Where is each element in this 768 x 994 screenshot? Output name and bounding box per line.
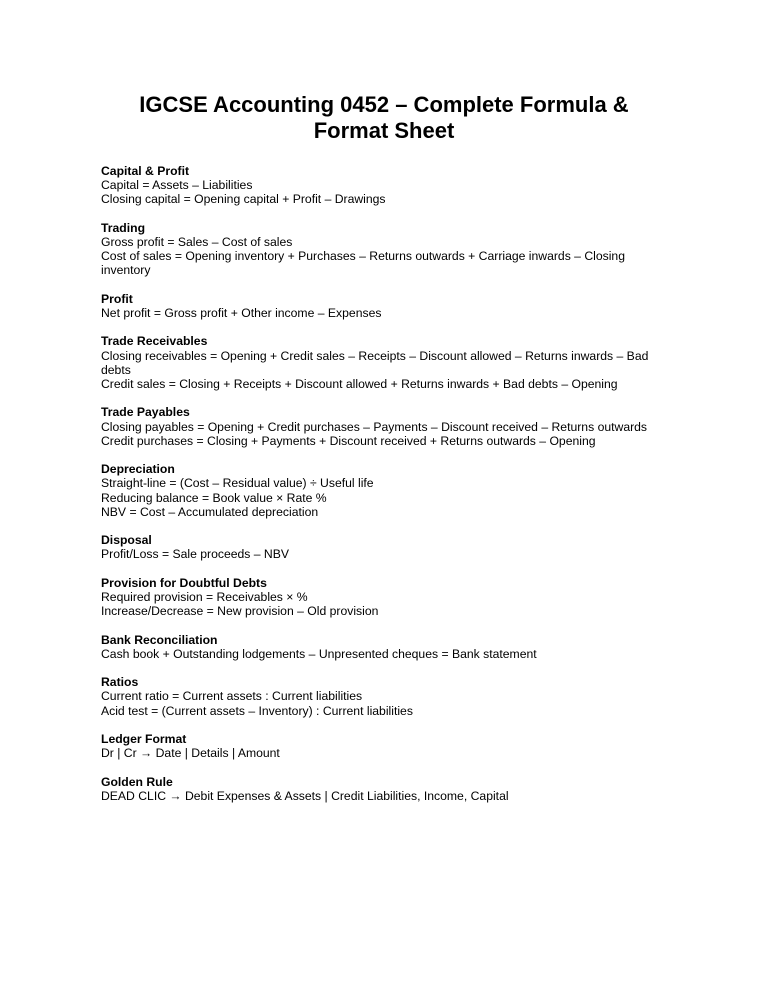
document-title: IGCSE Accounting 0452 – Complete Formula & Format Sheet	[139, 92, 629, 143]
section-ledger-format	[101, 732, 673, 760]
formula-line: Cost of sales = Opening inventory + Purchases – Returns outwards + Carriage inwards – Closing inventory	[101, 249, 625, 278]
section-ratios	[101, 675, 673, 718]
formula-line: Closing payables = Opening + Credit purchases – Payments – Discount received – Returns outwards	[101, 419, 648, 434]
section-heading: Profit	[101, 291, 133, 306]
section-profit	[101, 292, 673, 320]
formula-line: Cash book + Outstanding lodgements – Unpresented cheques = Bank statement	[101, 646, 537, 661]
formula-line: Credit purchases = Closing + Payments + Discount received + Returns outwards – Opening	[101, 433, 596, 448]
section-heading: Bank Reconciliation	[101, 632, 218, 647]
section-heading: Disposal	[101, 533, 152, 548]
section-heading: Provision for Doubtful Debts	[101, 575, 267, 590]
section-bank-reconciliation	[101, 633, 673, 661]
section-golden-rule	[101, 775, 673, 803]
formula-line: Reducing balance = Book value × Rate %	[101, 490, 327, 505]
formula-content	[101, 164, 673, 817]
formula-line: Acid test = (Current assets – Inventory) : Current liabilities	[101, 703, 413, 718]
section-disposal	[101, 533, 673, 561]
section-heading: Golden Rule	[101, 774, 173, 789]
section-heading: Trade Payables	[101, 405, 190, 420]
section-trading	[101, 221, 673, 278]
section-trade-payables	[101, 405, 673, 448]
section-provision-doubtful-debts	[101, 576, 673, 619]
formula-line: DEAD CLIC → Debit Expenses & Assets | Credit Liabilities, Income, Capital	[101, 788, 509, 803]
section-heading: Depreciation	[101, 462, 175, 477]
formula-line: Dr | Cr → Date | Details | Amount	[101, 746, 280, 761]
section-heading: Ledger Format	[101, 731, 187, 746]
formula-line: Closing receivables = Opening + Credit sales – Receipts – Discount allowed – Returns inwards – Bad debts	[101, 348, 649, 377]
section-heading: Trade Receivables	[101, 334, 208, 349]
formula-line: Required provision = Receivables × %	[101, 589, 308, 604]
section-depreciation	[101, 462, 673, 519]
formula-line: Capital = Assets – Liabilities	[101, 178, 253, 193]
formula-line: NBV = Cost – Accumulated depreciation	[101, 504, 319, 519]
formula-line: Closing capital = Opening capital + Profit – Drawings	[101, 192, 386, 207]
formula-line: Profit/Loss = Sale proceeds – NBV	[101, 547, 289, 562]
section-heading: Capital & Profit	[101, 164, 190, 178]
formula-line: Increase/Decrease = New provision – Old provision	[101, 604, 379, 619]
formula-line: Credit sales = Closing + Receipts + Discount allowed + Returns inwards + Bad debts – Opening	[101, 377, 618, 391]
formula-line: Gross profit = Sales – Cost of sales	[101, 235, 293, 249]
formula-line: Current ratio = Current assets : Current liabilities	[101, 689, 363, 704]
section-trade-receivables	[101, 334, 673, 391]
section-heading: Ratios	[101, 675, 139, 690]
section-heading: Trading	[101, 220, 146, 235]
section-capital-profit	[101, 164, 673, 207]
formula-line: Net profit = Gross profit + Other income – Expenses	[101, 306, 382, 320]
formula-line: Straight-line = (Cost – Residual value) ÷ Useful life	[101, 476, 374, 491]
